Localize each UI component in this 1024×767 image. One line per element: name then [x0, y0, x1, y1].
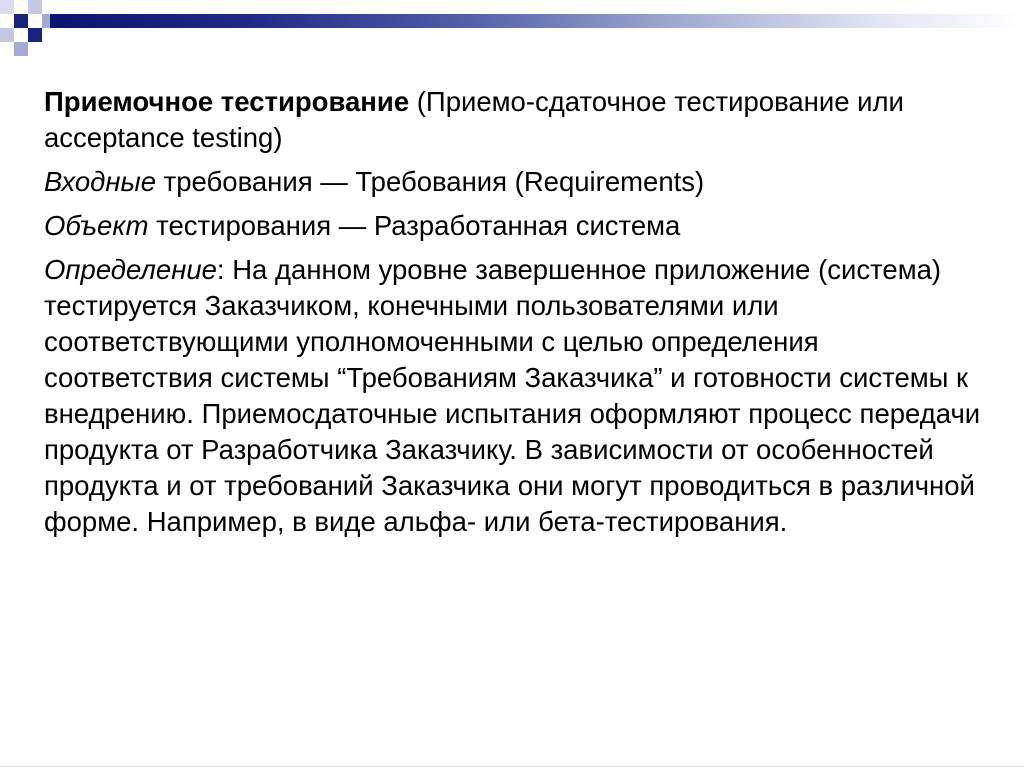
decor-square — [28, 0, 42, 14]
decor-square — [14, 42, 28, 56]
input-label: Входные — [44, 166, 157, 197]
term-title: Приемочное тестирование — [44, 86, 410, 117]
term-alias: (Приемо-сдаточное тестирование или acceptance testing) — [44, 86, 904, 153]
paragraph-object — [44, 208, 994, 244]
decor-square — [14, 14, 28, 28]
definition-label: Определение — [44, 254, 217, 285]
slide-body — [44, 84, 994, 548]
header-gradient-bar — [50, 14, 1024, 28]
object-label: Объект — [44, 210, 149, 241]
paragraph-definition — [44, 252, 994, 540]
object-text: тестирования — Разработанная система — [148, 210, 681, 241]
input-text: требования — Требования (Requirements) — [156, 166, 705, 197]
decor-square — [0, 0, 14, 14]
decor-square — [28, 28, 42, 42]
paragraph-term — [44, 84, 994, 156]
paragraph-input — [44, 164, 994, 200]
decor-square — [0, 28, 14, 42]
definition-text: : На данном уровне завершенное приложение (система) тестируется Заказчиком, конечными пользователями или соответствующими уполномоченными с целью определения соответствия системы “Требованиям Заказчика” и готовности системы к внедрению. Приемосдаточные испытания оформляют процесс передачи продукта от Разработчика Заказчику. В зависимости от особенностей продукта и от требований Заказчика они могут проводиться в различной форме. Например, в виде альфа- или бета-тестирования. — [44, 254, 981, 537]
